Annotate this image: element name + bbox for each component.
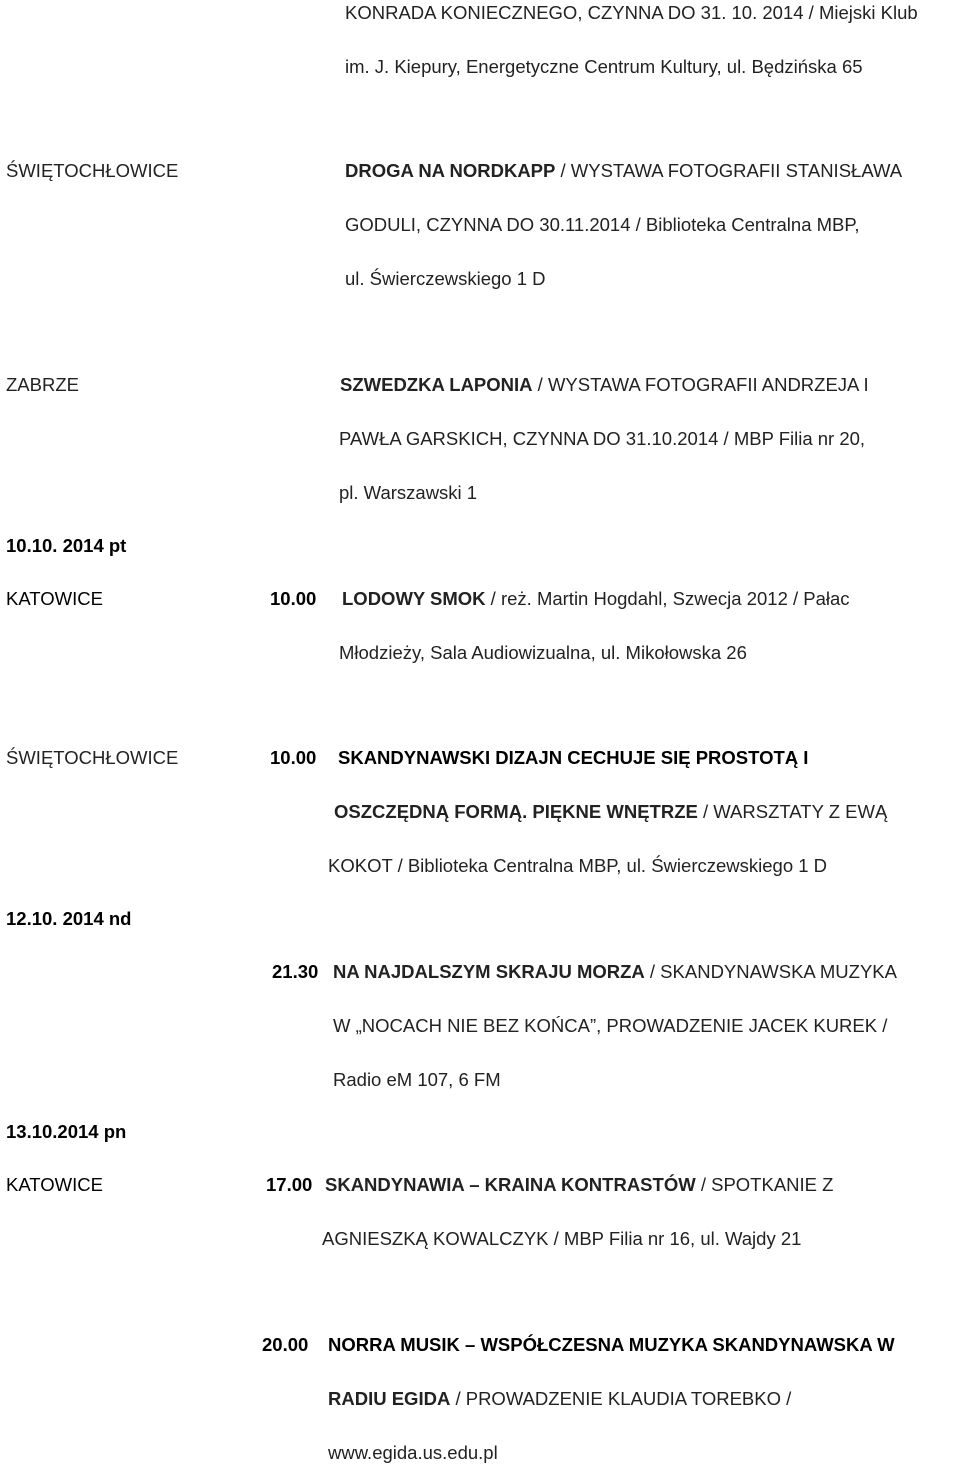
text-segment: / WYSTAWA FOTOGRAFII STANISŁAWA: [555, 160, 903, 181]
web-address: [328, 1442, 498, 1464]
text-segment: KOKOT / Biblioteka Centralna MBP, ul. Świerczewskiego 1 D: [328, 855, 828, 876]
text-line: [339, 642, 747, 664]
text-line: [328, 855, 827, 877]
bold-text: SZWEDZKA LAPONIA: [340, 374, 533, 395]
city-label: [6, 1174, 103, 1196]
text-line: [339, 482, 477, 504]
text-segment: ŚWIĘTOCHŁOWICE: [6, 747, 179, 768]
text-segment: Młodzieży, Sala Audiowizualna, ul. Mikołowska 26: [339, 642, 747, 663]
text-line: [345, 56, 863, 78]
bold-text: 10.00: [270, 588, 317, 609]
text-segment: / reż. Martin Hogdahl, Szwecja 2012 / Pałac: [485, 588, 850, 609]
bold-text: 17.00: [266, 1174, 313, 1195]
bold-text: 12.10. 2014 nd: [6, 908, 132, 929]
bold-text: NA NAJDALSZYM SKRAJU MORZA: [333, 961, 645, 982]
event-time: [270, 747, 316, 769]
bold-text: DROGA NA NORDKAPP: [345, 160, 556, 181]
text-line: [334, 801, 887, 823]
event-title: [328, 1334, 895, 1356]
text-segment: pl. Warszawski 1: [339, 482, 478, 503]
bold-text: RADIU EGIDA: [328, 1388, 451, 1409]
date-heading: [6, 1121, 126, 1143]
text-line: [345, 214, 859, 236]
bold-text: NORRA MUSIK – WSPÓŁCZESNA MUZYKA SKANDYNAWSKA W: [328, 1334, 895, 1355]
city-label: [6, 374, 79, 396]
text-segment: / SKANDYNAWSKA MUZYKA: [644, 961, 897, 982]
date-heading: [6, 908, 131, 930]
text-line: [328, 1388, 791, 1410]
event-time: [272, 961, 318, 983]
text-line: [322, 1228, 801, 1250]
text-segment: im. J. Kiepury, Energetyczne Centrum Kultury, ul. Będzińska 65: [345, 56, 863, 77]
bold-text: 21.30: [272, 961, 319, 982]
bold-text: 20.00: [262, 1334, 309, 1355]
text-line: [333, 1069, 501, 1091]
event-title: [342, 588, 850, 610]
event-title: [345, 160, 902, 182]
bold-text: 10.10. 2014 pt: [6, 535, 127, 556]
city-label: [6, 747, 178, 769]
text-segment: AGNIESZKĄ KOWALCZYK / MBP Filia nr 16, ul. Wajdy 21: [322, 1228, 802, 1249]
bold-text: OSZCZĘDNĄ FORMĄ. PIĘKNE WNĘTRZE: [334, 801, 698, 822]
event-time: [270, 588, 316, 610]
event-title: [340, 374, 869, 396]
event-title: [333, 961, 897, 983]
bold-text: 10.00: [270, 747, 317, 768]
city-label: [6, 160, 178, 182]
date-heading: [6, 535, 126, 557]
text-segment: KONRADA KONIECZNEGO, CZYNNA DO 31. 10. 2014 / Miejski Klub: [345, 2, 918, 23]
text-line: [345, 2, 918, 24]
event-title: [338, 747, 808, 769]
text-segment: ZABRZE: [6, 374, 79, 395]
text-segment: / WYSTAWA FOTOGRAFII ANDRZEJA I: [532, 374, 869, 395]
event-time: [266, 1174, 312, 1196]
bold-text: SKANDYNAWSKI DIZAJN CECHUJE SIĘ PROSTOTĄ I: [338, 747, 809, 768]
text-line: [345, 268, 546, 290]
event-title: [325, 1174, 833, 1196]
bold-text: SKANDYNAWIA – KRAINA KONTRASTÓW: [325, 1174, 696, 1195]
text-segment: / WARSZTATY Z EWĄ: [697, 801, 888, 822]
text-segment: / PROWADZENIE KLAUDIA TOREBKO /: [450, 1388, 792, 1409]
text-segment: GODULI, CZYNNA DO 30.11.2014 / Biblioteka Centralna MBP,: [345, 214, 860, 235]
text-line: [339, 428, 865, 450]
bold-text: LODOWY SMOK: [342, 588, 486, 609]
event-time: [262, 1334, 308, 1356]
text-line: [333, 1015, 887, 1037]
text-segment: / SPOTKANIE Z: [695, 1174, 834, 1195]
text-segment: Radio eM 107, 6 FM: [333, 1069, 501, 1090]
text-segment: ul. Świerczewskiego 1 D: [345, 268, 546, 289]
text-segment: www.egida.us.edu.pl: [328, 1442, 498, 1463]
bold-text: 13.10.2014 pn: [6, 1121, 127, 1142]
text-segment: KATOWICE: [6, 1174, 103, 1195]
text-segment: ŚWIĘTOCHŁOWICE: [6, 160, 179, 181]
text-segment: PAWŁA GARSKICH, CZYNNA DO 31.10.2014 / MBP Filia nr 20,: [339, 428, 866, 449]
city-label: [6, 588, 103, 610]
text-segment: W „NOCACH NIE BEZ KOŃCA”, PROWADZENIE JACEK KUREK /: [333, 1015, 888, 1036]
text-segment: KATOWICE: [6, 588, 103, 609]
